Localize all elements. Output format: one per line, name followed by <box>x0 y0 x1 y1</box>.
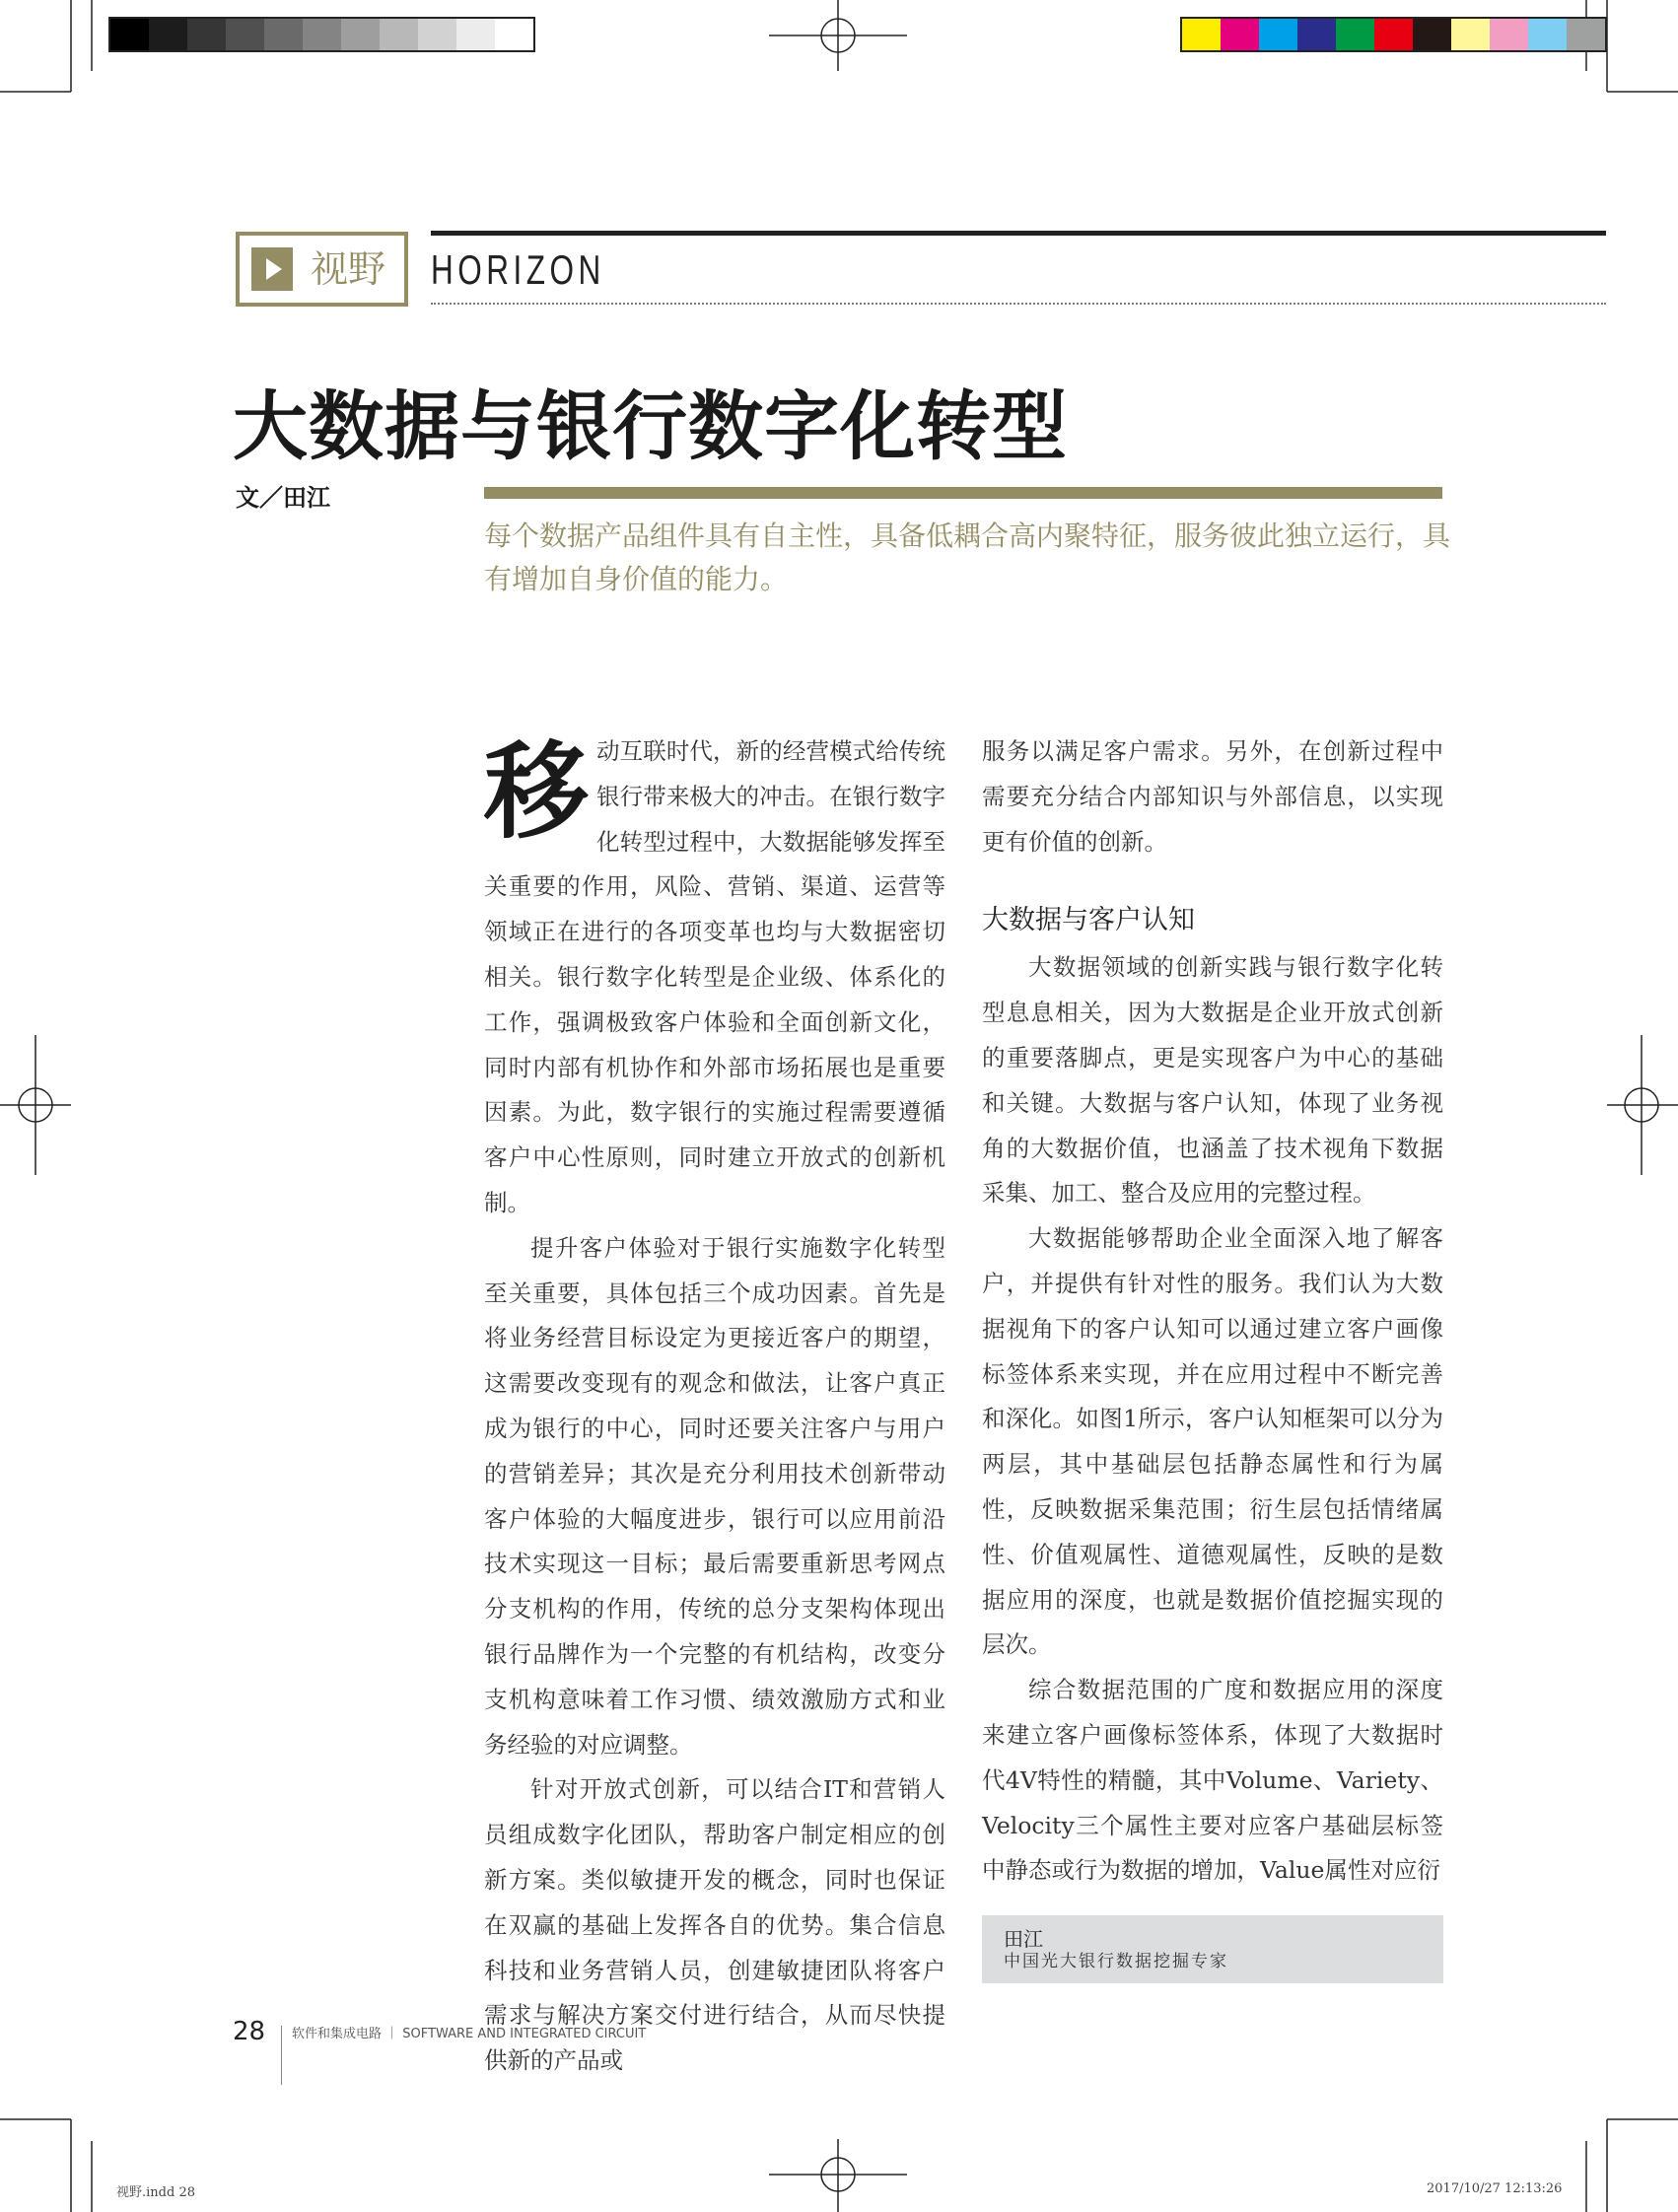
color-swatch <box>226 19 264 50</box>
section-heading: 大数据与客户认知 <box>982 905 1195 936</box>
registration-mark-left <box>0 1035 71 1175</box>
author-name: 田江 <box>1004 1927 1043 1952</box>
registration-mark-top <box>769 0 907 71</box>
drop-cap: 移 <box>484 731 589 853</box>
color-swatch <box>1336 19 1374 50</box>
registration-mark-right <box>1607 1035 1678 1175</box>
process-color-bar <box>1180 17 1607 52</box>
article-summary: 每个数据产品组件具有自主性，具备低耦合高内聚特征，服务彼此独立运行，具有增加自身价值的能力。 <box>484 519 1451 595</box>
body-paragraph: 大数据能够帮助企业全面深入地了解客户，并提供有针对性的服务。我们认为大数据视角下的客户认知可以通过建立客户画像标签体系来实现，并在应用过程中不断完善和深化。如图1所示，客户认知框架可以分为两层，其中基础层包括静态属性和行为属性，反映数据采集范围；衍生层包括情绪属性、价值观属性、道德观属性，反映的是数据应用的深度，也就是数据价值挖掘实现的层次。 <box>982 1224 1443 1659</box>
registration-mark-bottom <box>769 2139 907 2212</box>
section-name-cn: 视野 <box>311 247 386 291</box>
header-rule <box>431 231 1606 236</box>
page-number: 28 <box>233 2017 266 2046</box>
color-swatch <box>1259 19 1297 50</box>
color-swatch <box>418 19 456 50</box>
author-bio-box <box>982 1915 1443 1983</box>
play-icon <box>251 247 293 291</box>
color-swatch <box>1297 19 1336 50</box>
color-swatch <box>380 19 418 50</box>
color-swatch <box>1374 19 1413 50</box>
left-column <box>484 729 945 2084</box>
crop-mark-bottom-right <box>1586 2119 1678 2212</box>
summary-bar <box>484 487 1442 499</box>
color-swatch <box>341 19 380 50</box>
body-paragraph: 综合数据范围的广度和数据应用的深度来建立客户画像标签体系，体现了大数据时代4V特性的精髓，其中Volume、Variety、Velocity三个属性主要对应客户基础层标签中静态或行为数据的增加，Value属性对应衍 <box>982 1676 1443 1885</box>
color-swatch <box>149 19 187 50</box>
crop-mark-bottom-left <box>0 2119 92 2212</box>
color-swatch <box>187 19 226 50</box>
body-paragraph: 针对开放式创新，可以结合IT和营销人员组成数字化团队，帮助客户制定相应的创新方案。类似敏捷开发的概念，同时也保证在双赢的基础上发挥各自的优势。集合信息科技和业务营销人员，创建敏捷团队将客户需求与解决方案交付进行结合，从而尽快提供新的产品或 <box>484 1775 945 2075</box>
color-swatch <box>1221 19 1259 50</box>
color-swatch <box>1567 19 1605 50</box>
byline: 文／田江 <box>236 484 330 512</box>
body-paragraph: 服务以满足客户需求。另外，在创新过程中需要充分结合内部知识与外部信息，以实现更有价值的创新。 <box>982 737 1443 856</box>
color-swatch <box>1413 19 1451 50</box>
section-name-en: HORIZON <box>431 246 605 293</box>
body-paragraph: 大数据领域的创新实践与银行数字化转型息息相关，因为大数据是企业开放式创新的重要落脚点，更是实现客户为中心的基础和关键。大数据与客户认知，体现了业务视角的大数据价值，也涵盖了技术视角下数据采集、加工、整合及应用的完整过程。 <box>982 953 1443 1208</box>
article-title: 大数据与银行数字化转型 <box>233 382 1068 470</box>
section-badge <box>236 232 408 307</box>
body-paragraph: 移动互联时代，新的经营模式给传统银行带来极大的冲击。在银行数字化转型过程中，大数据能够发挥至关重要的作用，风险、营销、渠道、运营等领域正在进行的各项变革也均与大数据密切相关。银行数字化转型是企业级、体系化的工作，强调极致客户体验和全面创新文化，同时内部有机协作和外部市场拓展也是重要因素。为此，数字银行的实施过程需要遵循客户中心性原则，同时建立开放式的创新机制。 <box>484 731 945 1216</box>
color-swatch <box>456 19 495 50</box>
grayscale-color-bar <box>108 17 535 52</box>
color-swatch <box>1182 19 1221 50</box>
crop-mark-top-left <box>0 0 92 92</box>
color-swatch <box>1490 19 1528 50</box>
right-column <box>982 729 1443 1983</box>
color-swatch <box>1451 19 1490 50</box>
footer-divider <box>281 2026 282 2085</box>
color-swatch <box>110 19 149 50</box>
color-swatch <box>495 19 533 50</box>
author-role: 中国光大银行数据挖掘专家 <box>1004 1952 1228 1972</box>
body-paragraph: 提升客户体验对于银行实施数字化转型至关重要，具体包括三个成功因素。首先是将业务经营目标设定为更接近客户的期望，这需要改变现有的观念和做法，让客户真正成为银行的中心，同时还要关注客户与用户的营销差异；其次是充分利用技术创新带动客户体验的大幅度进步，银行可以应用前沿技术实现这一目标；最后需要重新思考网点分支机构的作用，传统的总分支架构体现出银行品牌作为一个完整的有机结构，改变分支机构意味着工作习惯、绩效激励方式和业务经验的对应调整。 <box>484 1233 945 1759</box>
color-swatch <box>1528 19 1567 50</box>
color-swatch <box>303 19 341 50</box>
file-slug: 视野.indd 28 <box>116 2185 195 2200</box>
journal-name: 软件和集成电路 ｜ SOFTWARE AND INTEGRATED CIRCUIT <box>292 2027 647 2041</box>
print-timestamp: 2017/10/27 12:13:26 <box>1427 2181 1563 2196</box>
dotted-divider <box>431 303 1606 305</box>
color-swatch <box>264 19 303 50</box>
